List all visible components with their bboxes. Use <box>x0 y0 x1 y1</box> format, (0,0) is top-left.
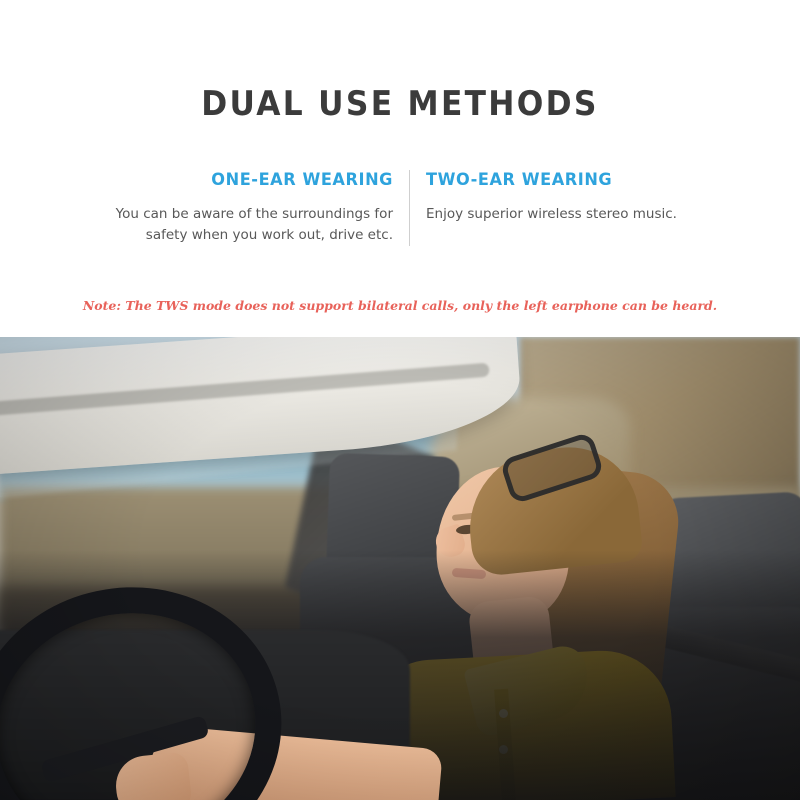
lifestyle-photo <box>0 337 800 800</box>
column-two-ear-wearing <box>410 170 710 246</box>
feature-columns <box>110 170 710 246</box>
note-text: Note: The TWS mode does not support bilateral calls, only the left earphone can be heard. <box>82 298 718 313</box>
column-title-two-ear: TWO-EAR WEARING <box>426 170 613 190</box>
page-title: DUAL USE METHODS <box>201 84 599 124</box>
column-text-one-ear: You can be aware of the surroundings for safety when you work out, drive etc. <box>115 206 393 243</box>
column-title-one-ear: ONE-EAR WEARING <box>211 170 393 190</box>
column-text-two-ear: Enjoy superior wireless stereo music. <box>426 206 677 222</box>
column-one-ear-wearing <box>110 170 410 246</box>
text-section <box>0 0 800 337</box>
